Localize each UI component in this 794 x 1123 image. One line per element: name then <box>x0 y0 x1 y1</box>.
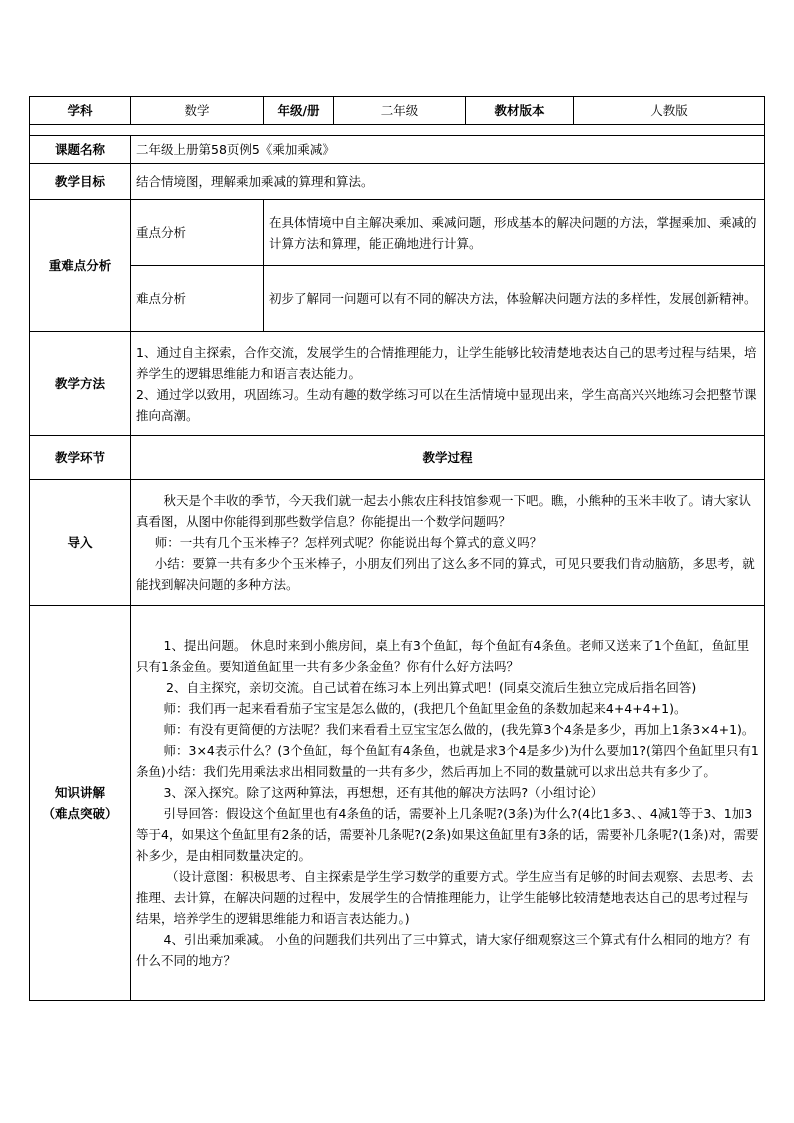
method-line-1: 1、通过自主探索，合作交流，发展学生的合情推理能力，让学生能够比较清楚地表达自己的思考过程与结果，培养学生的逻辑思维能力和语言表达能力。 <box>136 344 757 381</box>
knowledge-paragraph-5: 师：3×4表示什么？(3个鱼缸，每个鱼缸有4条鱼，也就是求3个4是多少)为什么要加1?(第四个鱼缸里只有1条鱼)小结：我们先用乘法求出相同数量的一共有多少，然后再加上不同的数量就可以求出总共有多少了。 <box>136 743 759 779</box>
subject-value: 数学 <box>131 97 264 125</box>
process-header-row <box>30 436 765 480</box>
key-point-text: 在具体情境中自主解决乘加、乘减问题，形成基本的解决问题的方法，掌握乘加、乘减的计算方法和算理，能正确地进行计算。 <box>264 200 765 266</box>
edition-value: 人教版 <box>574 97 765 125</box>
key-point-label: 重点分析 <box>131 200 264 266</box>
intro-label: 导入 <box>30 480 131 606</box>
knowledge-paragraph-4: 师：有没有更简便的方法呢？我们来看看土豆宝宝怎么做的，(我先算3个4条是多少，再加上1条3×4+1)。 <box>163 722 755 737</box>
intro-text <box>131 480 765 606</box>
stage-label: 教学环节 <box>30 436 131 480</box>
intro-paragraph-3: 小结：要算一共有多少个玉米棒子，小朋友们列出了这么多不同的算式，可见只要我们肯动脑筋，多思考，就能找到解决问题的多种方法。 <box>136 556 755 592</box>
edition-label: 教材版本 <box>466 97 574 125</box>
header-row <box>30 97 765 125</box>
grade-label: 年级/册 <box>264 97 334 125</box>
difficult-point-text: 初步了解同一问题可以有不同的解决方法，体验解决问题方法的多样性，发展创新精神。 <box>264 266 765 332</box>
knowledge-sublabel: （难点突破） <box>42 806 118 821</box>
method-row <box>30 332 765 436</box>
knowledge-label-cell <box>30 606 131 1001</box>
method-label: 教学方法 <box>30 332 131 436</box>
topic-row <box>30 136 765 164</box>
topic-label: 课题名称 <box>30 136 131 164</box>
goal-value: 结合情境图，理解乘加乘减的算理和算法。 <box>131 164 765 200</box>
difficult-point-label: 难点分析 <box>131 266 264 332</box>
goal-row <box>30 164 765 200</box>
difficult-point-row <box>30 266 765 332</box>
intro-paragraph-1: 秋天是个丰收的季节，今天我们就一起去小熊农庄科技馆参观一下吧。瞧，小熊种的玉米丰收了。请大家认真看图，从图中你能得到那些数学信息？你能提出一个数学问题吗？ <box>136 493 752 529</box>
knowledge-paragraph-9: 4、引出乘加乘减。 小鱼的问题我们共列出了三中算式，请大家仔细观察这三个算式有什么相同的地方？有什么不同的地方？ <box>136 932 751 968</box>
knowledge-paragraph-2: 2、自主探究，亲切交流。自己试着在练习本上列出算式吧！(同桌交流后生独立完成后指名回答) <box>166 680 697 695</box>
method-line-2: 2、通过学以致用，巩固练习。生动有趣的数学练习可以在生活情境中显现出来，学生高高兴兴地练习会把整节课推向高潮。 <box>136 386 757 423</box>
knowledge-paragraph-3: 师：我们再一起来看看茄子宝宝是怎么做的，(我把几个鱼缸里金鱼的条数加起来4+4+4+1)。 <box>163 701 687 716</box>
grade-value: 二年级 <box>334 97 466 125</box>
knowledge-text <box>131 606 765 1001</box>
knowledge-label: 知识讲解 <box>54 785 105 800</box>
subject-label: 学科 <box>30 97 131 125</box>
analysis-label: 重难点分析 <box>30 200 131 332</box>
knowledge-paragraph-1: 1、提出问题。 休息时来到小熊房间，桌上有3个鱼缸，每个鱼缸有4条鱼。老师又送来了1个鱼缸，鱼缸里只有1条金鱼。要知道鱼缸里一共有多少条金鱼？你有什么好方法吗？ <box>136 638 750 674</box>
topic-value: 二年级上册第58页例5《乘加乘减》 <box>131 136 765 164</box>
knowledge-paragraph-7: 引导回答：假设这个鱼缸里也有4条鱼的话，需要补上几条呢?(3条)为什么?(4比1多3、、4减1等于3、1加3等于4，如果这个鱼缸里有2条的话，需要补几条呢?(2条)如果这鱼缸里有3条的话，需要补几条呢?(1条)对，需要补多少，是由相同数量决定的。 <box>136 806 759 863</box>
knowledge-paragraph-6: 3、深入探究。除了这两种算法，再想想，还有其他的解决方法吗?（小组讨论） <box>163 785 604 800</box>
method-text <box>131 332 765 436</box>
intro-row <box>30 480 765 606</box>
knowledge-paragraph-8: （设计意图：积极思考、自主探索是学生学习数学的重要方式。学生应当有足够的时间去观察、去思考、去推理、去计算，在解决问题的过程中，发展学生的合情推理能力，让学生能够比较清楚地表达自己的思考过程与结果，培养学生的逻辑思维能力和语言表达能力。) <box>136 869 754 926</box>
knowledge-row <box>30 606 765 1001</box>
intro-paragraph-2: 师：一共有几个玉米棒子？怎样列式呢？你能说出每个算式的意义吗？ <box>154 535 543 550</box>
process-label: 教学过程 <box>131 436 765 480</box>
goal-label: 教学目标 <box>30 164 131 200</box>
key-point-row <box>30 200 765 266</box>
lesson-plan-table <box>29 96 765 1001</box>
